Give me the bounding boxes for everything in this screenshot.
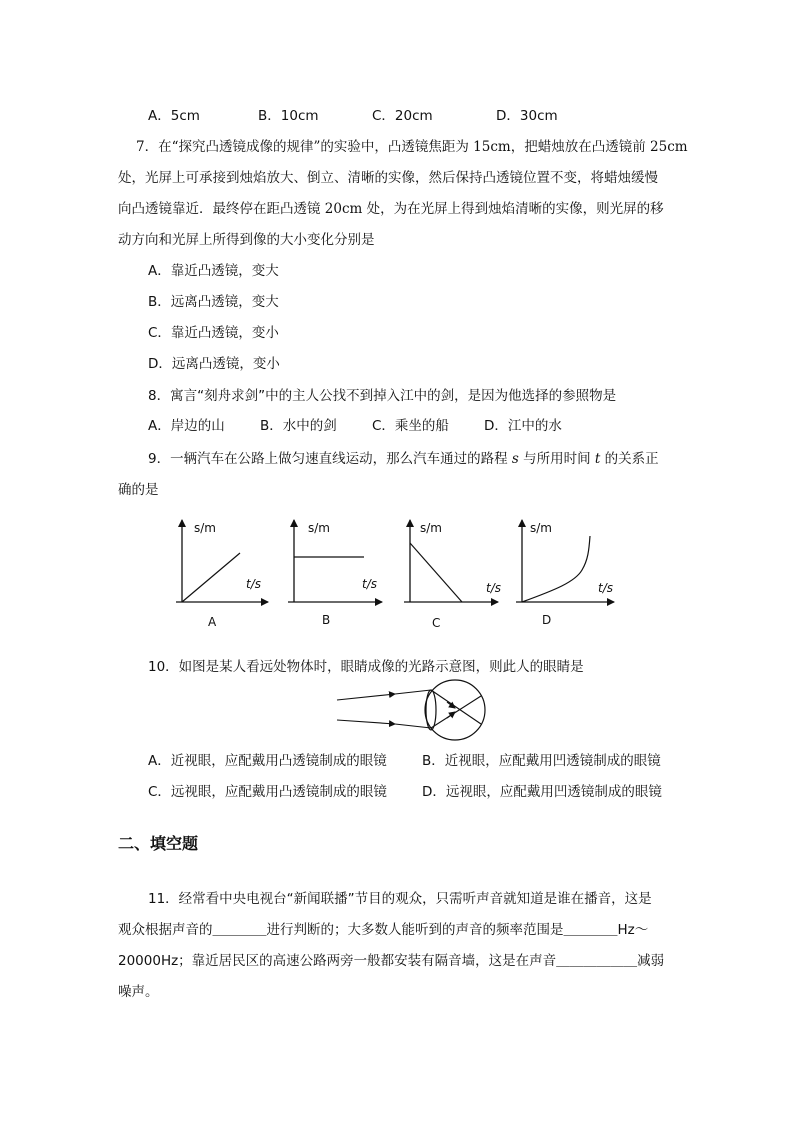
q9-var-t: t: [594, 451, 601, 467]
q11-text-line-2: 观众根据声音的＿＿＿＿进行判断的；大多数人能听到的声音的频率范围是＿＿＿＿Hz～: [118, 922, 649, 938]
graph-a-xlabel: t/s: [246, 577, 261, 591]
q7-text-line-2: 处，光屏上可承接到烛焰放大、倒立、清晰的实像，然后保持凸透镜位置不变，将蜡烛缓慢: [118, 170, 658, 186]
q7-option-c: C．靠近凸透镜，变小: [148, 325, 279, 341]
q6-option-d: D．30cm: [496, 108, 558, 124]
q10-text: 10．如图是某人看远处物体时，眼睛成像的光路示意图，则此人的眼睛是: [148, 659, 584, 675]
q7-text-line-1: 7．在“探究凸透镜成像的规律”的实验中，凸透镜焦距为 15cm，把蜡烛放在凸透镜前 25cm: [136, 139, 688, 155]
q10-option-c: C．远视眼，应配戴用凸透镜制成的眼镜: [148, 784, 387, 800]
light-ray-upper: [395, 690, 431, 694]
graph-a: [176, 520, 268, 629]
q9-text-part: 的关系正: [600, 451, 659, 467]
eye-diagram: [335, 678, 495, 742]
graph-a-ylabel: s/m: [194, 521, 216, 535]
graph-d: [516, 520, 614, 627]
graph-c-curve: [410, 543, 462, 602]
q6-option-b: B．10cm: [258, 108, 319, 124]
q7-text-line-3: 向凸透镜靠近．最终停在距凸透镜 20cm 处，为在光屏上得到烛焰清晰的实像，则光屏的移: [118, 201, 664, 217]
refracted-ray-lower: [431, 696, 481, 728]
graph-d-ylabel: s/m: [530, 521, 552, 535]
q9-graphs: [160, 510, 640, 635]
ray-arrow-lower: [447, 712, 455, 718]
graph-b-letter: B: [322, 613, 331, 627]
q11-text-line-1: 11．经常看中央电视台“新闻联播”节目的观众，只需听声音就知道是谁在播音，这是: [148, 891, 652, 907]
q8-option-a: A．岸边的山: [148, 418, 225, 434]
q7-option-b: B．远离凸透镜，变大: [148, 294, 279, 310]
eyeball-outline: [425, 680, 485, 740]
graph-c-letter: C: [432, 616, 441, 630]
q6-option-a: A．5cm: [148, 108, 200, 124]
q11-text-line-3: 20000Hz；靠近居民区的高速公路两旁一般都安装有隔音墙，这是在声音＿＿＿＿＿＿减弱: [118, 953, 665, 969]
graph-b-xlabel: t/s: [362, 577, 377, 591]
graph-b-ylabel: s/m: [308, 521, 330, 535]
q7-option-d: D．远离凸透镜，变小: [148, 356, 280, 372]
q8-text: 8．寓言“刻舟求剑”中的主人公找不到掉入江中的剑，是因为他选择的参照物是: [148, 388, 617, 404]
graph-c: [404, 520, 501, 630]
graph-a-curve: [182, 553, 240, 602]
light-ray-upper-in: [337, 694, 395, 700]
q10-option-d: D．远视眼，应配戴用凹透镜制成的眼镜: [422, 784, 662, 800]
q6-option-c: C．20cm: [372, 108, 433, 124]
light-ray-lower: [395, 724, 431, 728]
q7-text-line-4: 动方向和光屏上所得到像的大小变化分别是: [118, 232, 375, 248]
q9-text-line-1: [148, 447, 659, 467]
refracted-ray-upper: [431, 690, 481, 724]
graph-d-letter: D: [542, 613, 552, 627]
q8-option-d: D．江中的水: [484, 418, 562, 434]
q7-option-a: A．靠近凸透镜，变大: [148, 263, 279, 279]
graph-a-letter: A: [208, 615, 217, 629]
graph-c-xlabel: t/s: [486, 581, 501, 595]
q9-text-part: 与所用时间: [518, 451, 595, 467]
q8-option-c: C．乘坐的船: [372, 418, 449, 434]
section-title-fill-in: 二、填空题: [118, 834, 199, 853]
q9-text-line-2: 确的是: [118, 482, 159, 498]
graph-b: [288, 520, 382, 627]
eye-lens: [426, 690, 436, 730]
graph-c-ylabel: s/m: [420, 521, 442, 535]
q9-var-s: s: [511, 451, 519, 467]
graph-d-curve: [522, 536, 590, 602]
q9-text-part: 9．一辆汽车在公路上做匀速直线运动，那么汽车通过的路程: [148, 451, 512, 467]
q10-option-a: A．近视眼，应配戴用凸透镜制成的眼镜: [148, 753, 387, 769]
q10-option-b: B．近视眼，应配戴用凹透镜制成的眼镜: [422, 753, 661, 769]
q11-text-line-4: 噪声。: [118, 984, 159, 1000]
light-ray-lower-in: [337, 720, 395, 724]
graph-d-xlabel: t/s: [598, 581, 613, 595]
q8-option-b: B．水中的剑: [260, 418, 337, 434]
